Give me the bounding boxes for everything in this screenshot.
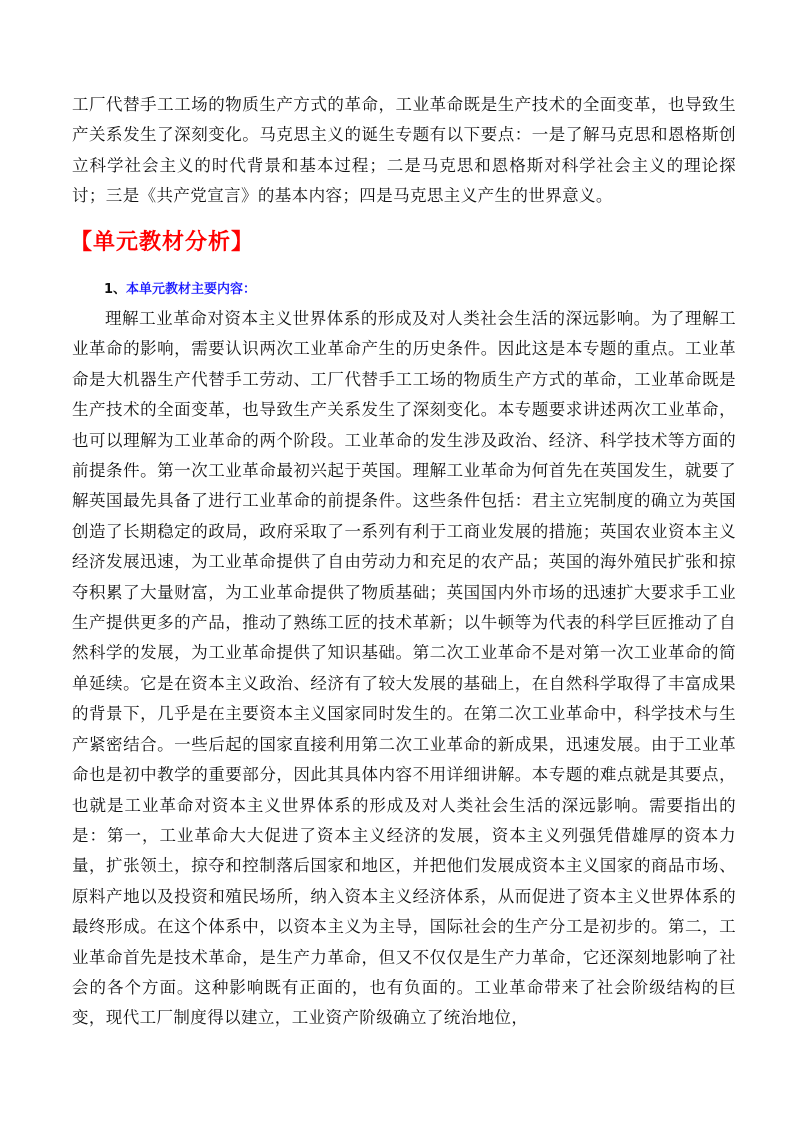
body-paragraph: 理解工业革命对资本主义世界体系的形成及对人类社会生活的深远影响。为了理解工业革命的影响，需要认识两次工业革命产生的历史条件。因此这是本专题的重点。工业革命是大机器生产代替手工劳动、工厂代替手工工场的物质生产方式的革命，工业革命既是生产技术的全面变革，也导致生产关系发生了深刻变化。本专题要求讲述两次工业革命，也可以理解为工业革命的两个阶段。工业革命的发生涉及政治、经济、科学技术等方面的前提条件。第一次工业革命最初兴起于英国。理解工业革命为何首先在英国发生，就要了解英国最先具备了进行工业革命的前提条件。这些条件包括：君主立宪制度的确立为英国创造了长期稳定的政局，政府采取了一系列有利于工商业发展的措施；英国农业资本主义经济发展迅速，为工业革命提供了自由劳动力和充足的农产品；英国的海外殖民扩张和掠夺积累了大量财富，为工业革命提供了物质基础；英国国内外市场的迅速扩大要求手工业生产提供更多的产品，推动了熟练工匠的技术革新；以牛顿等为代表的科学巨匠推动了自然科学的发展，为工业革命提供了知识基础。第二次工业革命不是对第一次工业革命的简单延续。它是在资本主义政治、经济有了较大发展的基础上，在自然科学取得了丰富成果的背景下，几乎是在主要资本主义国家同时发生的。在第二次工业革命中，科学技术与生产紧密结合。一些后起的国家直接利用第二次工业革命的新成果，迅速发展。由于工业革命也是初中教学的重要部分，因此其具体内容不用详细讲解。本专题的难点就是其要点，也就是工业革命对资本主义世界体系的形成及对人类社会生活的深远影响。需要指出的是：第一，工业革命大大促进了资本主义经济的发展，资本主义列强凭借雄厚的资本力量，扩张领土，掠夺和控制落后国家和地区，并把他们发展成资本主义国家的商品市场、原料产地以及投资和殖民场所，纳入资本主义经济体系，从而促进了资本主义世界体系的最终形成。在这个体系中，以资本主义为主导，国际社会的生产分工是初步的。第二，工业革命首先是技术革命，是生产力革命，但又不仅仅是生产力革命，它还深刻地影响了社会的各个方面。这种影响既有正面的，也有负面的。工业革命带来了社会阶级结构的巨变，现代工厂制度得以建立，工业资产阶级确立了统治地位， (72, 309, 736, 1028)
subheading-number: 1、 (104, 282, 127, 297)
subheading-text: 本单元教材主要内容： (126, 282, 257, 297)
section-heading: 【单元教材分析】 (70, 230, 255, 255)
intro-paragraph: 工厂代替手工工场的物质生产方式的革命，工业革命既是生产技术的全面变革，也导致生产关系发生了深刻变化。马克思主义的诞生专题有以下要点：一是了解马克思和恩格斯创立科学社会主义的时代背景和基本过程；二是马克思和恩格斯对科学社会主义的理论探讨；三是《共产党宣言》的基本内容；四是马克思主义产生的世界意义。 (72, 95, 736, 206)
subheading (104, 280, 256, 300)
